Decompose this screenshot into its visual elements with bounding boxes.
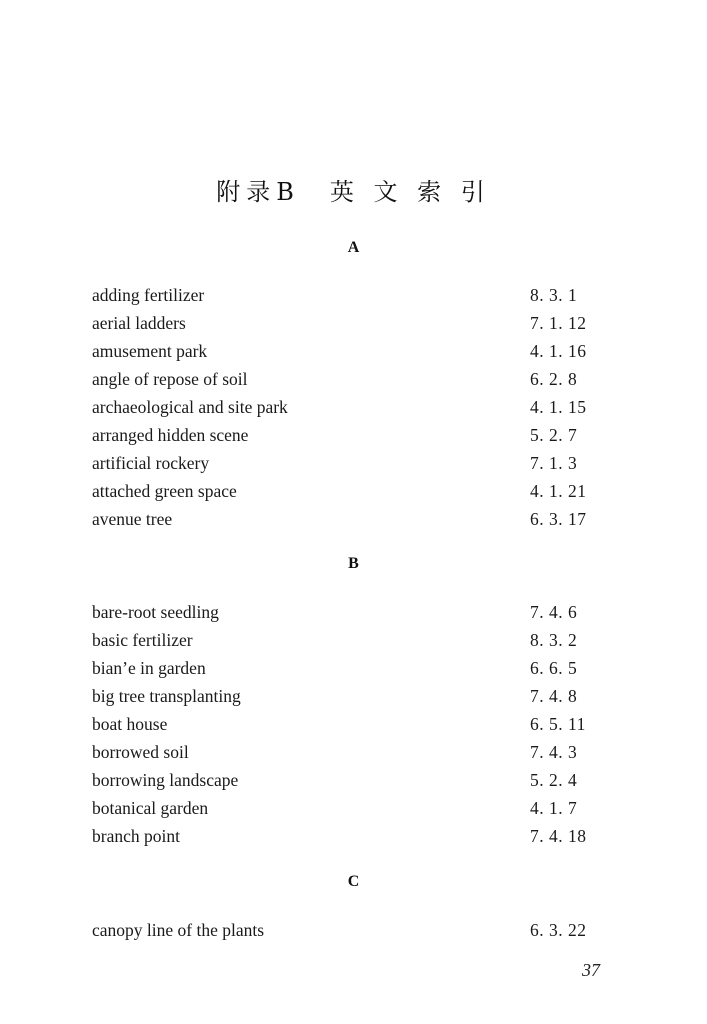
index-ref: 6. 2. 8 xyxy=(530,369,578,389)
section-letter-a: A xyxy=(347,239,360,256)
index-ref: 4. 1. 7 xyxy=(530,798,578,818)
index-ref: 7. 1. 3 xyxy=(530,453,578,473)
index-ref: 5. 2. 7 xyxy=(530,425,578,445)
index-entry xyxy=(92,365,592,393)
index-entry xyxy=(92,477,592,505)
index-entry xyxy=(92,598,592,626)
page-title: 附录B 英 文 索 引 xyxy=(216,178,491,206)
index-term: botanical garden xyxy=(92,798,209,818)
index-entry xyxy=(92,738,592,766)
index-ref: 8. 3. 2 xyxy=(530,630,578,650)
index-entry xyxy=(92,766,592,794)
index-term: archaeological and site park xyxy=(92,397,288,417)
index-ref: 7. 4. 8 xyxy=(530,686,578,706)
index-term: boat house xyxy=(92,714,168,734)
index-ref: 6. 5. 11 xyxy=(530,714,586,734)
page-number: 37 xyxy=(582,960,600,980)
index-term: avenue tree xyxy=(92,509,173,529)
index-entry xyxy=(92,281,592,309)
index-term: arranged hidden scene xyxy=(92,425,249,445)
index-entry xyxy=(92,337,592,365)
index-ref: 7. 4. 6 xyxy=(530,602,578,622)
index-ref: 6. 3. 17 xyxy=(530,509,587,529)
section-letter-c: C xyxy=(347,873,360,890)
index-entry xyxy=(92,421,592,449)
index-term: artificial rockery xyxy=(92,453,210,473)
index-ref: 4. 1. 16 xyxy=(530,341,587,361)
index-entry xyxy=(92,626,592,654)
index-term: attached green space xyxy=(92,481,237,501)
index-ref: 4. 1. 21 xyxy=(530,481,587,501)
index-entry xyxy=(92,682,592,710)
index-entry xyxy=(92,393,592,421)
index-ref: 5. 2. 4 xyxy=(530,770,578,790)
index-entry xyxy=(92,505,592,533)
index-ref: 7. 1. 12 xyxy=(530,313,587,333)
index-term: borrowing landscape xyxy=(92,770,239,790)
section-letter-b: B xyxy=(348,555,359,572)
index-term: aerial ladders xyxy=(92,313,186,333)
index-term: borrowed soil xyxy=(92,742,189,762)
index-term: bian’e in garden xyxy=(92,658,206,678)
index-term: big tree transplanting xyxy=(92,686,241,706)
index-entry xyxy=(92,654,592,682)
index-entry xyxy=(92,916,592,944)
index-ref: 7. 4. 3 xyxy=(530,742,578,762)
index-term: branch point xyxy=(92,826,180,846)
index-term: adding fertilizer xyxy=(92,285,205,305)
index-term: canopy line of the plants xyxy=(92,920,265,940)
index-entry xyxy=(92,794,592,822)
index-term: basic fertilizer xyxy=(92,630,193,650)
index-entry xyxy=(92,822,592,850)
index-entry xyxy=(92,309,592,337)
index-ref: 4. 1. 15 xyxy=(530,397,587,417)
index-term: amusement park xyxy=(92,341,208,361)
index-term: angle of repose of soil xyxy=(92,369,248,389)
index-term: bare-root seedling xyxy=(92,602,219,622)
index-ref: 8. 3. 1 xyxy=(530,285,578,305)
index-entry xyxy=(92,710,592,738)
index-ref: 6. 3. 22 xyxy=(530,920,587,940)
index-entry xyxy=(92,449,592,477)
index-ref: 7. 4. 18 xyxy=(530,826,587,846)
index-ref: 6. 6. 5 xyxy=(530,658,578,678)
